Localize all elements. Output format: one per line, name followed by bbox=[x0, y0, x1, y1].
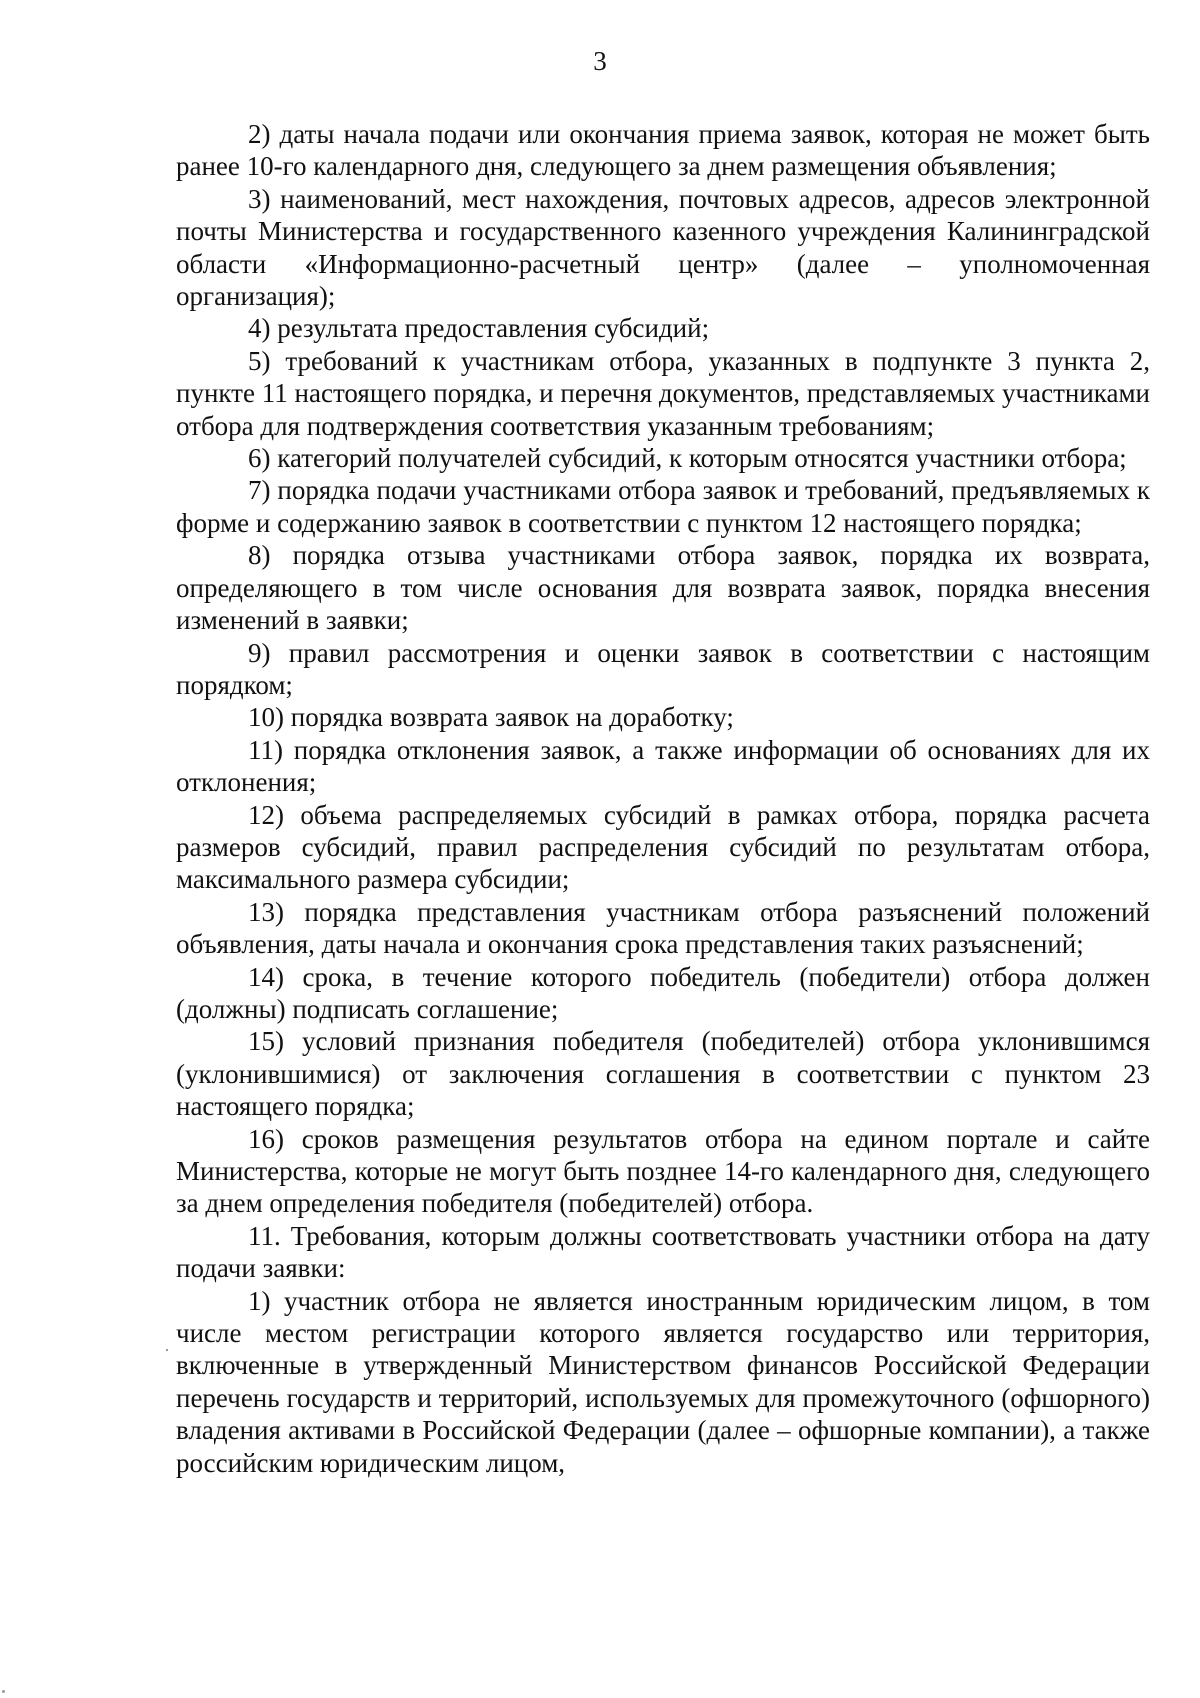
page-number: 3 bbox=[593, 46, 607, 76]
paragraph-item-8: 8) порядка отзыва участниками отбора заявок, порядка их возврата, определяющего в том числе основания для возврата заявок, порядка внесения изменений в заявки; bbox=[176, 540, 1150, 636]
paragraph-item-11: 11) порядка отклонения заявок, а также информации об основаниях для их отклонения; bbox=[176, 734, 1150, 798]
paragraph-item-13: 13) порядка представления участникам отбора разъяснений положений объявления, даты начала и окончания срока представления таких разъяснений; bbox=[176, 896, 1150, 960]
section-11-heading: 11. Требования, которым должны соответствовать участники отбора на дату подачи заявки: bbox=[176, 1220, 1150, 1284]
paragraph-item-16: 16) сроков размещения результатов отбора на едином портале и сайте Министерства, которые не могут быть позднее 14-го календарного дня, следующего за днем определения победителя (победителей) отбора. bbox=[176, 1123, 1150, 1219]
scan-dot bbox=[166, 1349, 168, 1351]
paragraph-item-7: 7) порядка подачи участниками отбора заявок и требований, предъявляемых к форме и содержанию заявок в соответствии с пунктом 12 настоящего порядка; bbox=[176, 475, 1150, 538]
paragraph-item-6: 6) категорий получателей субсидий, к которым относятся участники отбора; bbox=[248, 443, 1127, 474]
scan-edge-dot bbox=[2, 1690, 5, 1693]
paragraph-item-4: 4) результата предоставления субсидий; bbox=[248, 313, 710, 344]
paragraph-item-3: 3) наименований, мест нахождения, почтовых адресов, адресов электронной почты Министерства и государственного казенного учреждения Калининградской области «Информационно-расчетный центр» (далее – уполномоченная организация); bbox=[176, 183, 1150, 312]
paragraph-item-9: 9) правил рассмотрения и оценки заявок в соответствии с настоящим порядком; bbox=[176, 637, 1150, 700]
requirement-item-1: 1) участник отбора не является иностранным юридическим лицом, в том числе местом регистрации которого является государство или территория, включенные в утвержденный Министерством финансов Российской Федерации перечень государств и территорий, используемых для промежуточного (офшорного) владения активами в Российской Федерации (далее – офшорные компании), а также российским юридическим лицом, bbox=[176, 1285, 1150, 1478]
paragraph-item-10: 10) порядка возврата заявок на доработку; bbox=[248, 702, 734, 733]
paragraph-item-2: 2) даты начала подачи или окончания приема заявок, которая не может быть ранее 10-го календарного дня, следующего за днем размещения объявления; bbox=[176, 119, 1150, 182]
paragraph-item-15: 15) условий признания победителя (победителей) отбора уклонившимся (уклонившимися) от заключения соглашения в соответствии с пунктом 23 настоящего порядка; bbox=[176, 1026, 1150, 1122]
document-body bbox=[176, 118, 1150, 1479]
paragraph-item-14: 14) срока, в течение которого победитель (победители) отбора должен (должны) подписать соглашение; bbox=[176, 961, 1150, 1024]
paragraph-item-5: 5) требований к участникам отбора, указанных в подпункте 3 пункта 2, пункте 11 настоящего порядка, и перечня документов, представляемых участниками отбора для подтверждения соответствия указанным требованиям; bbox=[176, 345, 1150, 441]
paragraph-item-12: 12) объема распределяемых субсидий в рамках отбора, порядка расчета размеров субсидий, правил распределения субсидий по результатам отбора, максимального размера субсидии; bbox=[176, 799, 1150, 895]
